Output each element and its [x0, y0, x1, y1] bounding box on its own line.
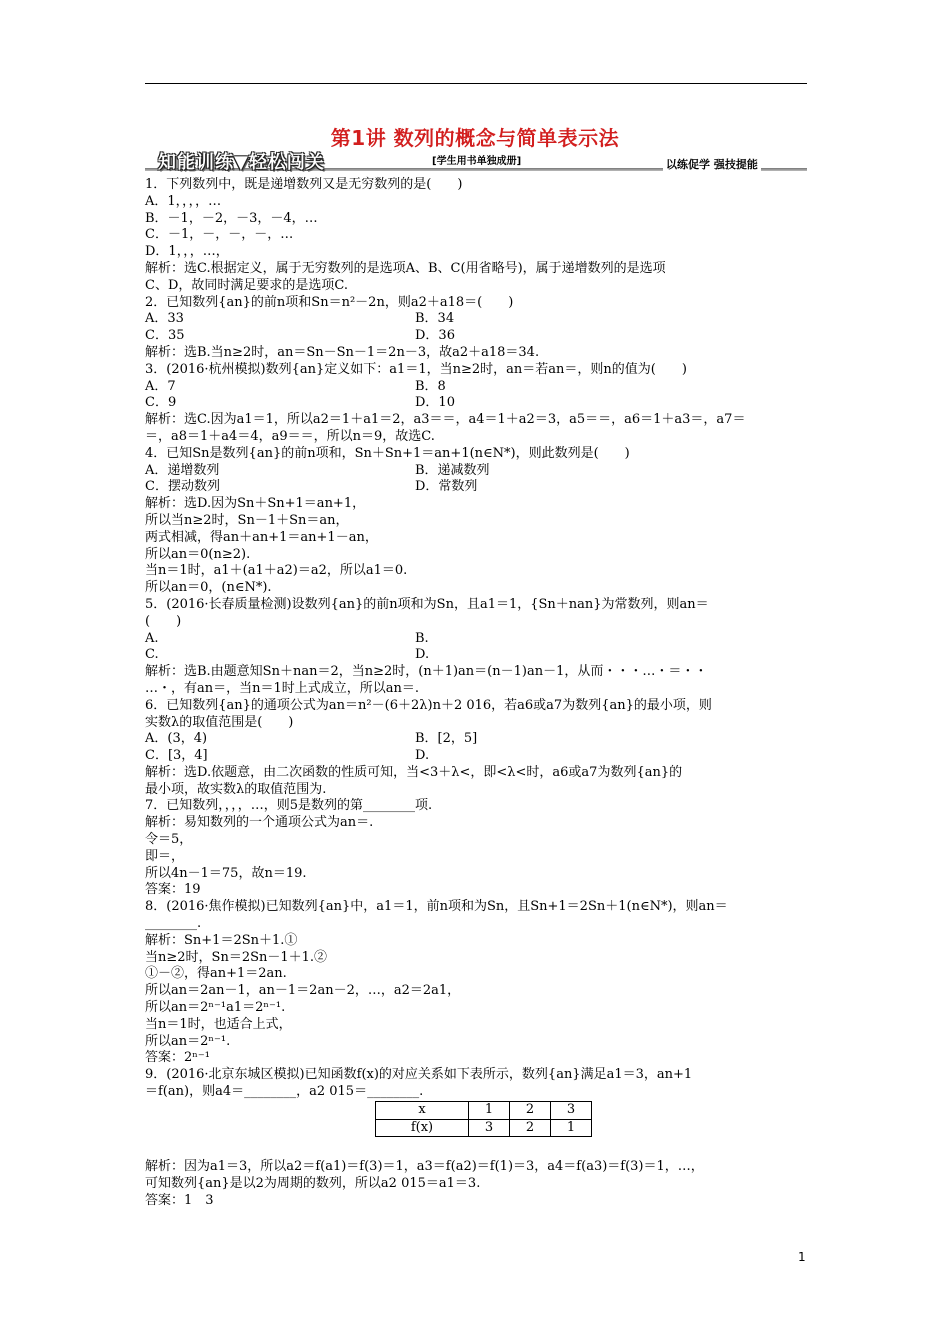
text-line: 解析：Sn+1＝2Sn＋1.① — [145, 932, 298, 948]
text-line: 即＝， — [145, 848, 185, 864]
text-line: 所以an＝2an－1，an－1＝2an－2，…，a2＝2a1， — [145, 983, 461, 999]
text-line: ＝f(an)，则a4＝________，a2 015＝________. — [145, 1084, 424, 1100]
text-line: …・，有an＝，当n＝1时上式成立，所以an＝. — [145, 680, 420, 696]
text-line: 答案：2ⁿ⁻¹ — [145, 1050, 210, 1066]
option-row: A．33 B．34 — [145, 311, 455, 327]
text-line: D．1，，，…， — [145, 244, 229, 260]
text-line: 令＝5， — [145, 832, 193, 848]
banner-right-label: 以练促学 强技提能 — [663, 156, 761, 172]
option-row: A．7 B．8 — [145, 378, 446, 394]
text-line: 所以an＝0，(n∈N*). — [145, 580, 272, 596]
text-line: 解析：选C.因为a1＝1，所以a2＝1＋a1＝2，a3＝＝，a4＝1＋a2＝3，a5＝＝，a6＝1＋a3＝，a7＝ — [145, 412, 746, 428]
text-line: 6．已知数列{an}的通项公式为an＝n²－(6＋2λ)n＋2 016，若a6或a7为数列{an}的最小项，则 — [145, 697, 712, 713]
table-cell: 1 — [469, 1101, 510, 1119]
text-line: 可知数列{an}是以2为周期的数列，所以a2 015＝a1＝3. — [145, 1176, 481, 1192]
text-line: 2．已知数列{an}的前n项和Sn＝n²－2n，则a2＋a18＝( ) — [145, 294, 514, 310]
option-row: C．35 D．36 — [145, 328, 455, 344]
text-line: ＝，a8＝1＋a4＝4，a9＝＝，所以n＝9，故选C. — [145, 428, 435, 444]
option-row: C．摆动数列 D．常数列 — [145, 479, 478, 495]
text-line: A．1，，，，… — [145, 193, 222, 209]
text-line: 实数λ的取值范围是( ) — [145, 714, 294, 730]
section-banner — [145, 146, 807, 178]
table-cell: 3 — [469, 1119, 510, 1137]
table-cell: 2 — [510, 1119, 551, 1137]
text-line: 解析：选C.根据定义，属于无穷数列的是选项A、B、C(用省略号)，属于递增数列的是选项 — [145, 260, 666, 276]
text-line: 1．下列数列中，既是递增数列又是无穷数列的是( ) — [145, 177, 463, 192]
text-line: C、D，故同时满足要求的是选项C. — [145, 277, 348, 293]
text-line: 解析：因为a1＝3，所以a2＝f(a1)＝f(3)＝1，a3＝f(a2)＝f(1)＝3，a4＝f(a3)＝f(3)＝1，…， — [145, 1159, 704, 1175]
page-title: 第1讲 数列的概念与简单表示法 — [330, 126, 620, 150]
table-cell: 1 — [551, 1119, 592, 1137]
text-line: 3．(2016·杭州模拟)数列{an}定义如下：a1＝1，当n≥2时，an＝若an＝，则n的值为( ) — [145, 361, 687, 377]
text-line: 两式相减，得an＋an+1＝an+1－an， — [145, 529, 378, 545]
option-row: C. D. — [145, 647, 430, 663]
text-line: 解析：选D.依题意，由二次函数的性质可知，当<3＋λ<，即<λ<时，a6或a7为数列{an}的 — [145, 764, 683, 780]
text-line: 当n＝1时，也适合上式， — [145, 1016, 292, 1032]
banner-middle-label: [学生用书单独成册] — [432, 156, 522, 167]
text-line: 答案：1 3 — [145, 1193, 214, 1209]
text-line: 当n＝1时，a1＋(a1＋a2)＝a2，所以a1＝0. — [145, 563, 408, 579]
text-line: 所以当n≥2时，Sn－1＋Sn＝an， — [145, 512, 349, 528]
text-line: 9．(2016·北京东城区模拟)已知函数f(x)的对应关系如下表所示，数列{an}满足a1＝3，an+1 — [145, 1067, 693, 1083]
option-row: A. B. — [145, 630, 429, 646]
table-cell: 3 — [551, 1101, 592, 1119]
option-row: A．递增数列 B．递减数列 — [145, 462, 490, 478]
table-cell: 2 — [510, 1101, 551, 1119]
text-line: 所以an＝2ⁿ⁻¹. — [145, 1033, 231, 1049]
option-row: A．(3，4) B．[2，5] — [145, 731, 478, 747]
table-header-x: x — [376, 1101, 469, 1119]
text-line: B．－1，－2，－3，－4，… — [145, 210, 318, 226]
option-row: C．[3，4] D. — [145, 748, 430, 764]
text-line: 解析：选D.因为Sn＋Sn+1＝an+1， — [145, 496, 366, 512]
text-line: ________. — [145, 916, 202, 932]
text-line: ( ) — [145, 613, 182, 629]
text-line: 解析：易知数列的一个通项公式为an＝. — [145, 815, 374, 831]
text-line: 5．(2016·长春质量检测)设数列{an}的前n项和为Sn，且a1＝1，{Sn＋nan}为常数列，则an＝ — [145, 596, 709, 612]
banner-left-label: 知能训练▼轻松闯关 — [158, 152, 325, 173]
function-table — [375, 1101, 592, 1138]
header-rule — [145, 83, 807, 84]
text-line: 4．已知Sn是数列{an}的前n项和，Sn＋Sn+1＝an+1(n∈N*)，则此数列是( ) — [145, 445, 630, 461]
text-line: 解析：选B.当n≥2时，an＝Sn－Sn－1＝2n－3，故a2＋a18＝34. — [145, 344, 540, 360]
option-row: C．9 D．10 — [145, 395, 455, 411]
page-number: 1 — [798, 1250, 806, 1264]
text-line: ①－②，得an+1＝2an. — [145, 966, 287, 982]
text-line: 8．(2016·焦作模拟)已知数列{an}中，a1＝1，前n项和为Sn，且Sn+1＝2Sn＋1(n∈N*)，则an＝ — [145, 899, 728, 915]
text-line: 答案：19 — [145, 882, 201, 898]
text-line: C．－1，－，－，－，… — [145, 227, 294, 243]
document-body — [145, 177, 811, 1210]
text-line: 7．已知数列，，，，…，则5是数列的第________项. — [145, 798, 433, 814]
table-header-fx: f(x) — [376, 1119, 469, 1137]
text-line: 最小项，故实数λ的取值范围为. — [145, 781, 327, 797]
text-line: 所以an＝0(n≥2). — [145, 546, 251, 562]
text-line: 当n≥2时，Sn＝2Sn－1＋1.② — [145, 949, 328, 965]
text-line: 所以4n－1＝75，故n＝19. — [145, 865, 307, 881]
text-line: 所以an＝2ⁿ⁻¹a1＝2ⁿ⁻¹. — [145, 1000, 286, 1016]
text-line: 解析：选B.由题意知Sn＋nan＝2，当n≥2时，(n＋1)an＝(n－1)an－1，从而・・・…・＝・・ — [145, 664, 708, 680]
